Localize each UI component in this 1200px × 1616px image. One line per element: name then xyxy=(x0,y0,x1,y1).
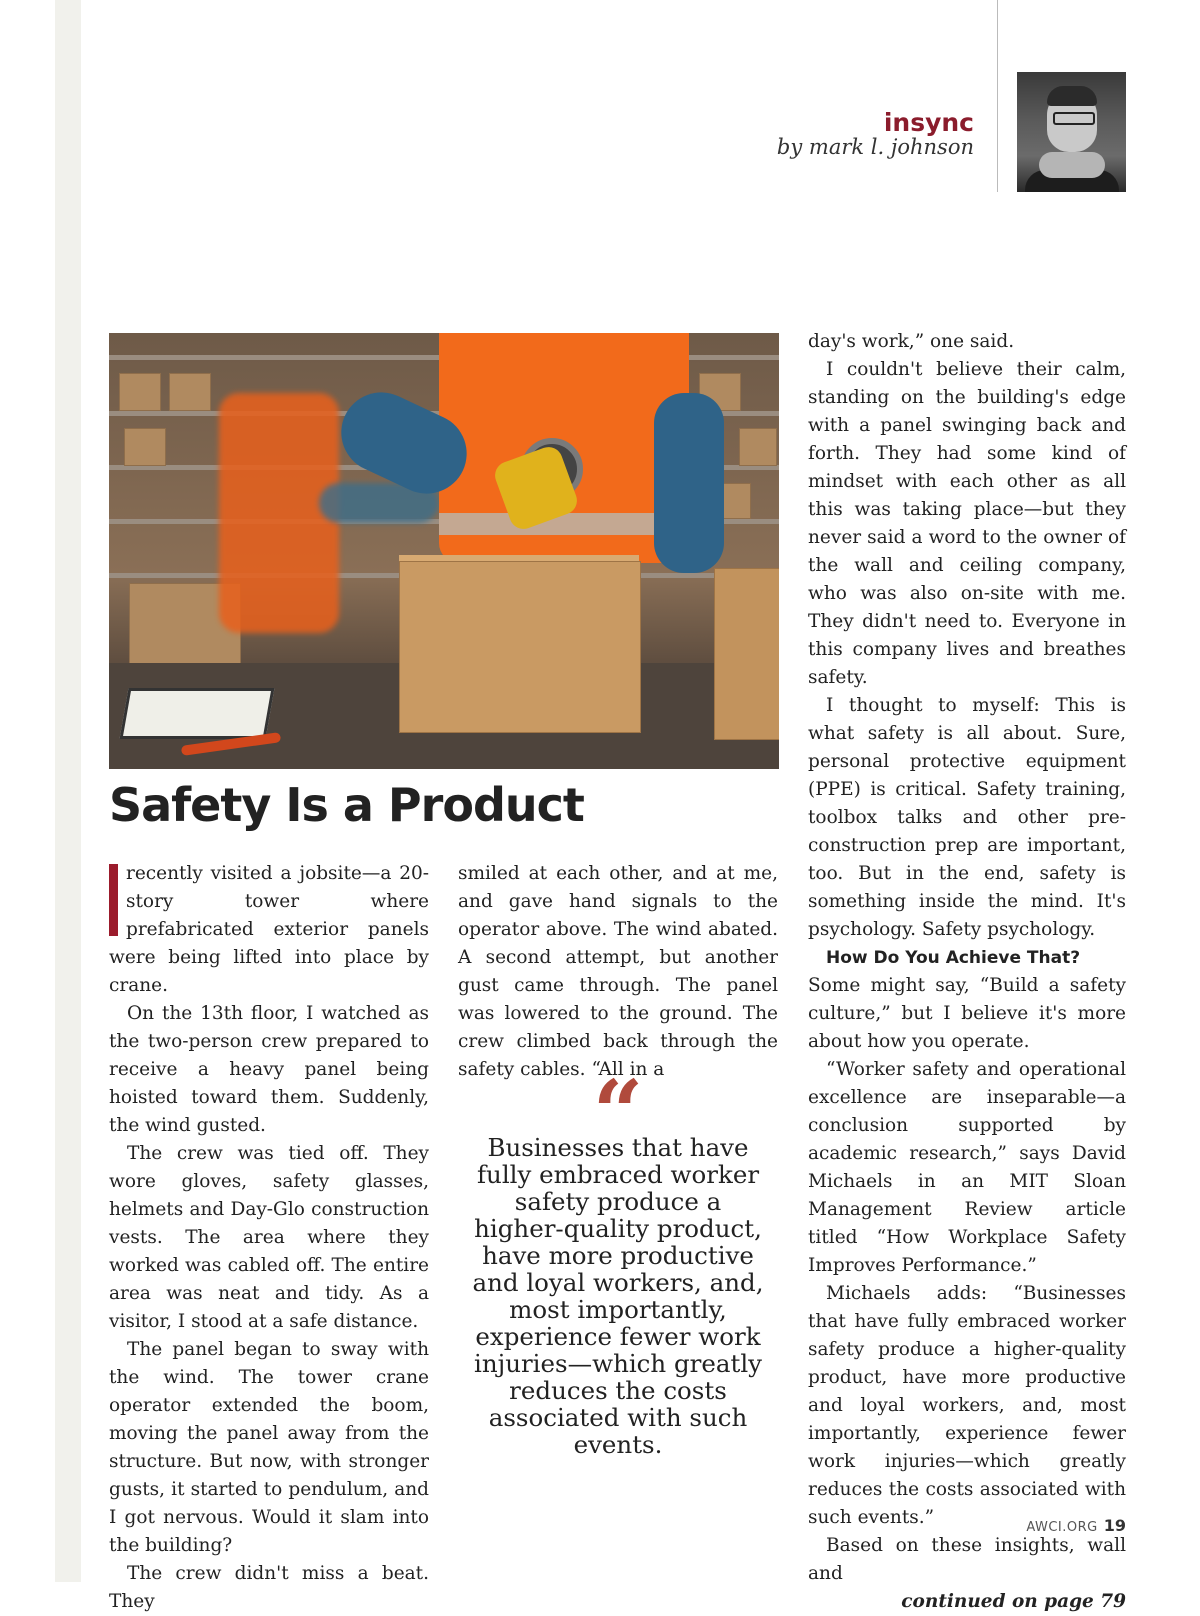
body-paragraph: The panel began to sway with the wind. The tower crane operator extended the boom, moving the panel away from the structure. But now, with stronger gusts, it started to pendulum, and I got nervous. Would it slam into the building? xyxy=(109,1339,429,1556)
body-paragraph: I thought to myself: This is what safety is all about. Sure, personal protective equipment (PPE) is critical. Safety training, toolbox talks and other pre-construction prep are important, too. But in the end, safety is something inside the mind. It's psychology. Safety psychology. xyxy=(808,695,1126,940)
body-paragraph: day's work,” one said. xyxy=(808,331,1015,352)
article-title: Safety Is a Product xyxy=(109,778,584,832)
page-gutter-band xyxy=(55,0,81,1582)
body-paragraph: recently visited a jobsite—a 20-story tower where prefabricated exterior panels were being lifted into place by crane. xyxy=(109,863,429,996)
body-paragraph: The crew didn't miss a beat. They xyxy=(109,1563,429,1612)
author-portrait xyxy=(1017,72,1126,192)
hero-photo-warehouse-workers xyxy=(109,333,779,769)
body-paragraph: Michaels adds: “Businesses that have fully embraced worker safety produce a higher-quality product, have more productive and loyal workers, and, most importantly, experience fewer work injuries—which greatly reduces the costs associated with such events.” xyxy=(808,1283,1126,1528)
body-column-2 xyxy=(458,860,778,1084)
body-paragraph: Some might say, “Build a safety culture,” but I believe it's more about how you operate. xyxy=(808,975,1126,1052)
byline: by mark l. johnson xyxy=(776,135,974,159)
continued-link[interactable]: continued on page 79 xyxy=(901,1591,1126,1612)
header-divider xyxy=(997,0,998,192)
section-subhead: How Do You Achieve That? xyxy=(826,948,1081,968)
body-paragraph: I couldn't believe their calm, standing on the building's edge with a panel swinging back and forth. They had some kind of mindset with each other as all this was taking place—but they never said a word to the owner of the wall and ceiling company, who was also on-site with me. They didn't need to. Everyone in this company lives and breathes safety. xyxy=(808,359,1126,688)
body-column-1 xyxy=(109,860,429,1616)
pullquote: Businesses that have fully embraced worker safety produce a higher-quality product, have more productive and loyal workers, and, most importantly, experience fewer work injuries—which greatly reduces the costs associated with such events. xyxy=(472,1133,764,1459)
body-column-3 xyxy=(808,328,1126,1616)
body-paragraph: smiled at each other, and at me, and gave hand signals to the operator above. The wind abated. A second attempt, but another gust came through. The panel was lowered to the ground. The crew climbed back through the safety cables. “All in a xyxy=(458,863,778,1080)
column-name: insync xyxy=(883,108,974,137)
body-paragraph: The crew was tied off. They wore gloves, safety glasses, helmets and Day-Glo construction vests. The area where they worked was cabled off. The entire area was neat and tidy. As a visitor, I stood at a safe distance. xyxy=(109,1143,429,1332)
footer-site: AWCI.ORG xyxy=(1026,1520,1098,1535)
page-footer xyxy=(1026,1516,1126,1535)
pullquote-mark: “ xyxy=(592,1060,644,1164)
page-number: 19 xyxy=(1103,1516,1126,1535)
drop-cap xyxy=(109,864,118,936)
body-paragraph: On the 13th floor, I watched as the two-person crew prepared to receive a heavy panel being hoisted toward them. Suddenly, the wind gusted. xyxy=(109,1003,429,1136)
body-paragraph: “Worker safety and operational excellence are inseparable—a conclusion supported by academic research,” says David Michaels in an MIT Sloan Management Review article titled “How Workplace Safety Improves Performance.” xyxy=(808,1059,1126,1276)
body-paragraph: Based on these insights, wall and xyxy=(808,1535,1126,1584)
